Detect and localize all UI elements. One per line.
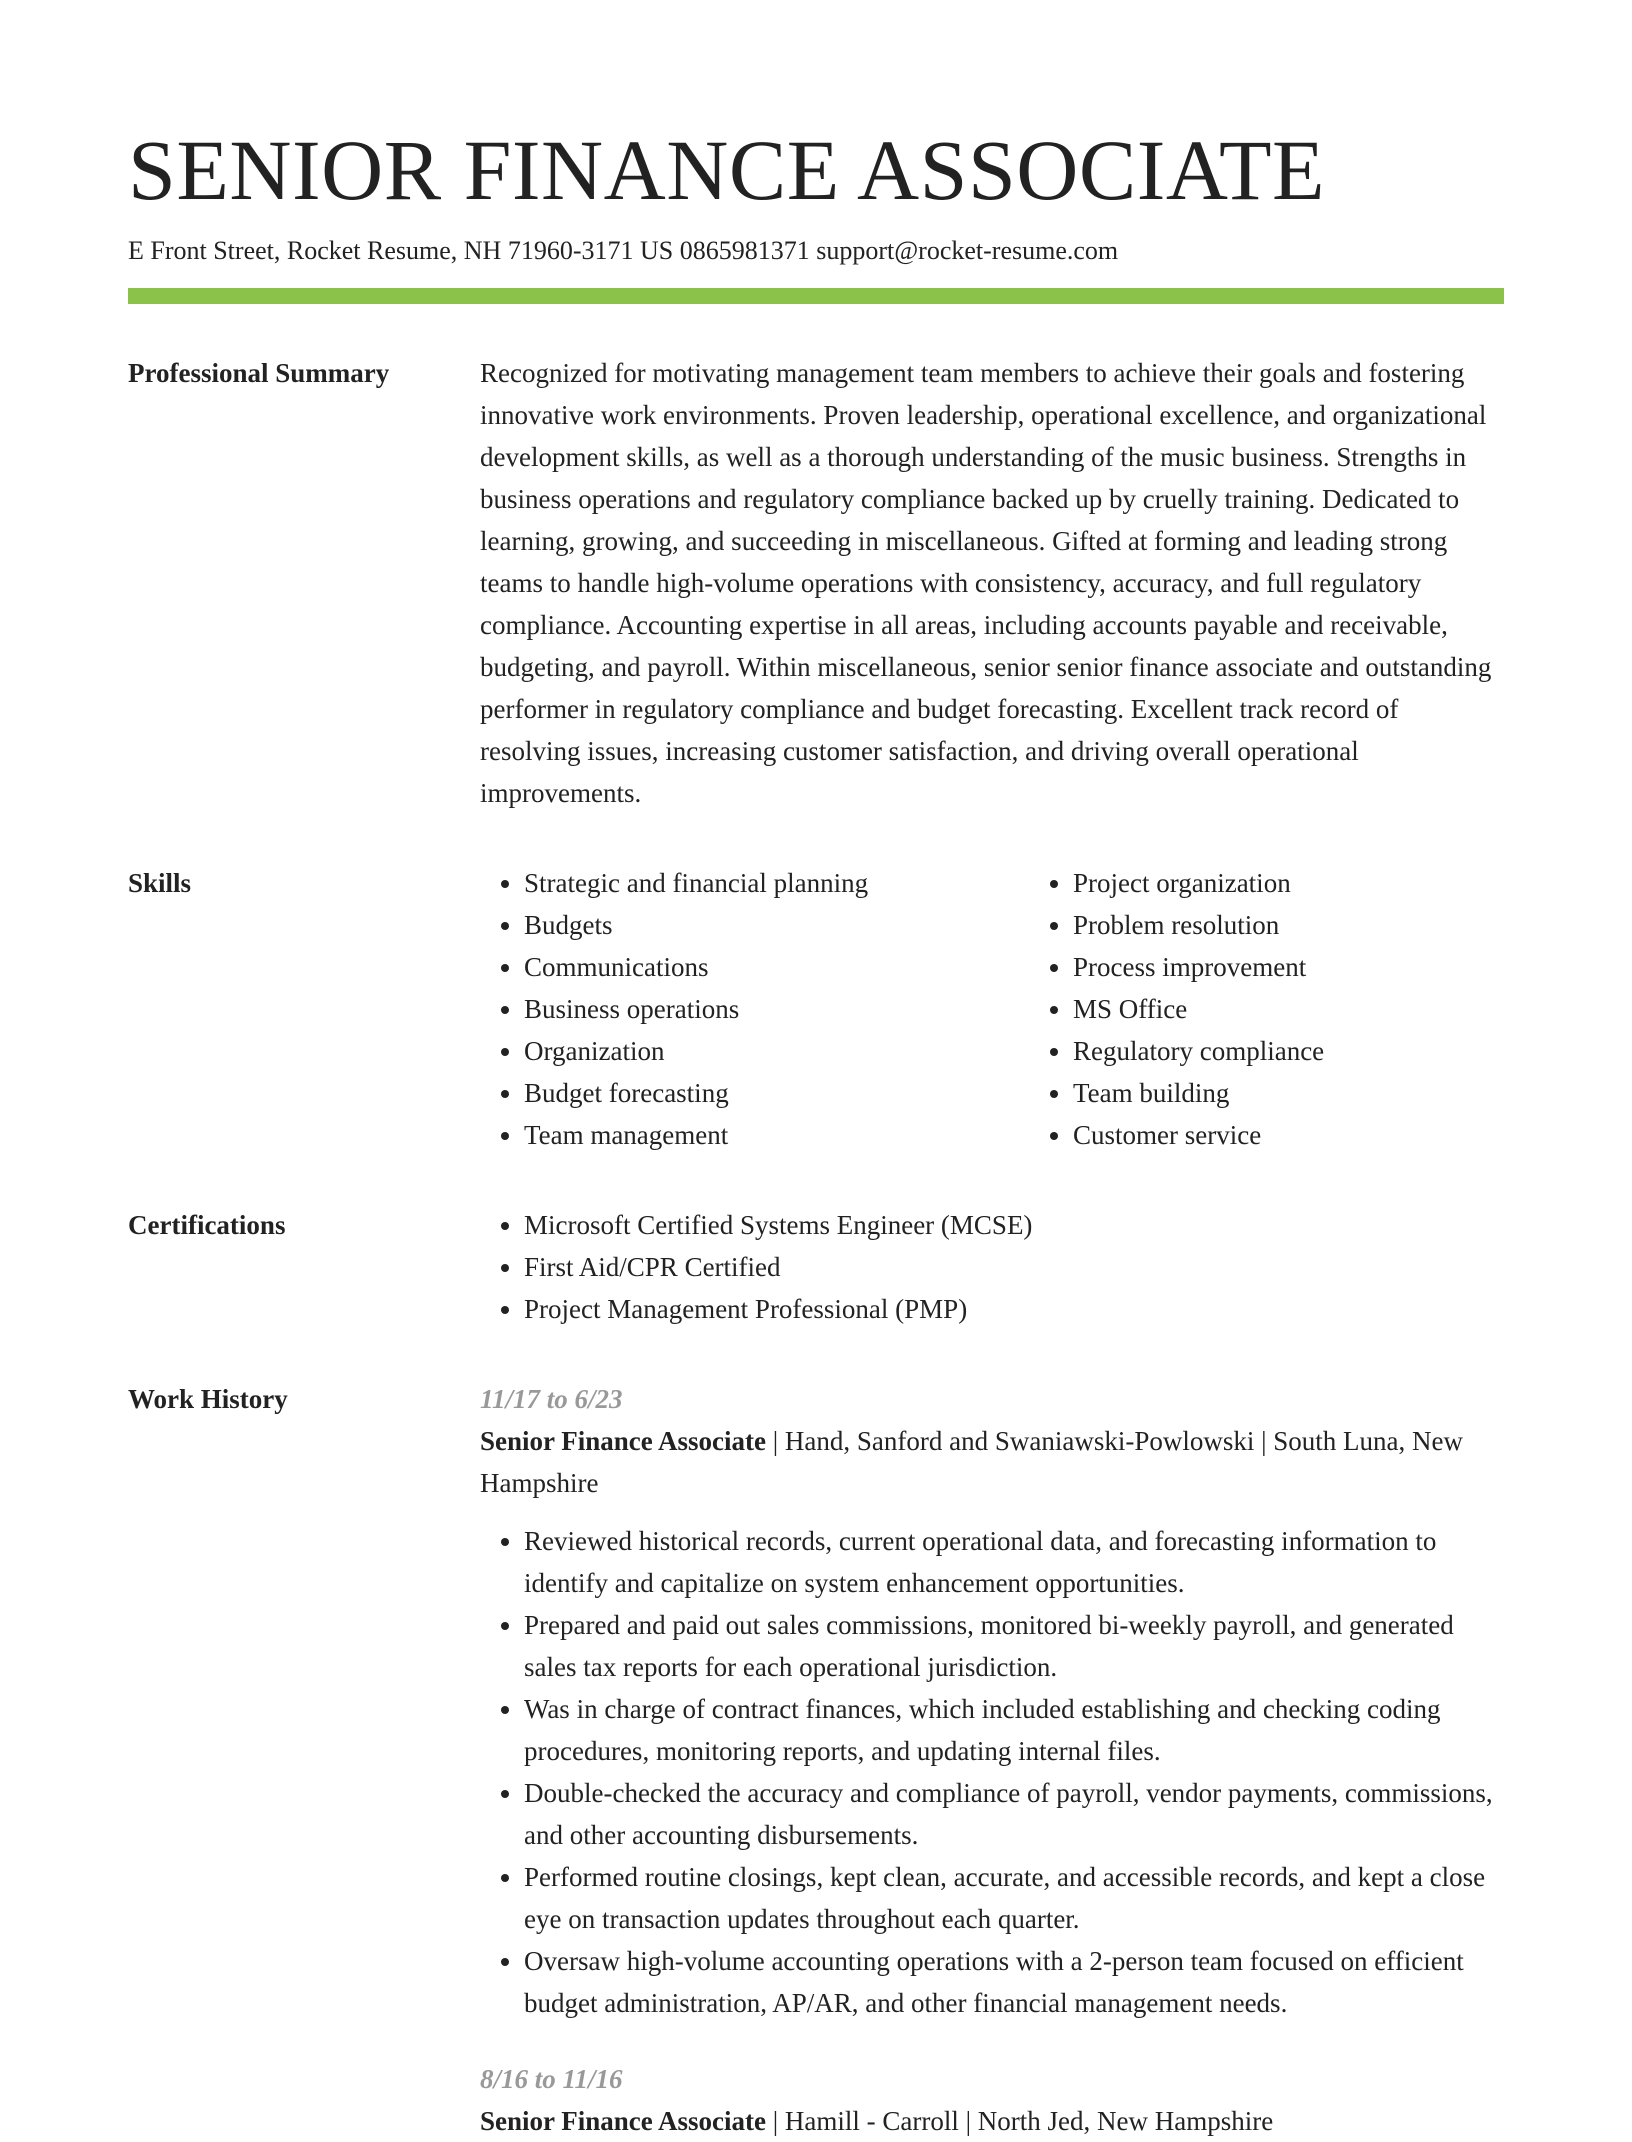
skill-item: • Organization	[524, 1030, 1029, 1072]
job-dates: 8/16 to 11/16	[480, 2064, 623, 2094]
skill-item: • Regulatory compliance	[1073, 1030, 1578, 1072]
skill-item: • Customer service	[1073, 1114, 1578, 1156]
section-label-summary: Professional Summary	[128, 358, 390, 388]
skills-section	[128, 862, 1504, 1156]
summary-section	[128, 352, 1504, 814]
skill-item: • Budget forecasting	[524, 1072, 1029, 1114]
skill-item: • Communications	[524, 946, 1029, 988]
accent-rule	[128, 288, 1504, 304]
skill-item: • Team building	[1073, 1072, 1578, 1114]
job-bullet: • Prepared and paid out sales commissions, monitored bi-weekly payroll, and generated sales tax reports for each operational jurisdiction.	[524, 1604, 1504, 1688]
certification-item: • First Aid/CPR Certified	[524, 1246, 1504, 1288]
job-bullet: • Double-checked the accuracy and compliance of payroll, vendor payments, commissions, and other accounting disbursements.	[524, 1772, 1504, 1856]
job-bullet: • Performed routine closings, kept clean, accurate, and accessible records, and kept a close eye on transaction updates throughout each quarter.	[524, 1856, 1504, 1940]
job-entry	[480, 2058, 1504, 2142]
job-bullet: • Oversaw high-volume accounting operations with a 2-person team focused on efficient budget administration, AP/AR, and other financial management needs.	[524, 1940, 1504, 2024]
skill-item: • Team management	[524, 1114, 1029, 1156]
certifications-list	[480, 1204, 1504, 1330]
job-entry	[480, 1378, 1504, 2024]
job-header	[480, 2100, 1504, 2142]
summary-text: Recognized for motivating management team members to achieve their goals and fostering innovative work environments. Proven leadership, operational excellence, and organizational development skills, as well as a thorough understanding of the music business. Strengths in business operations and regulatory compliance backed up by cruelly training. Dedicated to learning, growing, and succeeding in miscellaneous. Gifted at forming and leading strong teams to handle high-volume operations with consistency, accuracy, and full regulatory compliance. Accounting expertise in all areas, including accounts payable and receivable, budgeting, and payroll. Within miscellaneous, senior senior finance associate and outstanding performer in regulatory compliance and budget forecasting. Excellent track record of resolving issues, increasing customer satisfaction, and driving overall operational improvements.	[480, 358, 1492, 808]
skill-item: • Process improvement	[1073, 946, 1578, 988]
job-bullets	[480, 1520, 1504, 2024]
job-title: Senior Finance Associate	[480, 1426, 766, 1456]
skill-item: • Strategic and financial planning	[524, 862, 1029, 904]
job-bullet: • Reviewed historical records, current operational data, and forecasting information to identify and capitalize on system enhancement opportunities.	[524, 1520, 1504, 1604]
job-dates: 11/17 to 6/23	[480, 1384, 623, 1414]
skill-item: • Budgets	[524, 904, 1029, 946]
skill-item: • Business operations	[524, 988, 1029, 1030]
job-employer-location: | Hand, Sanford and Swaniawski-Powlowski | South Luna, New Hampshire	[480, 1426, 1463, 1498]
section-label-certifications: Certifications	[128, 1210, 286, 1240]
skills-list-right	[1029, 862, 1578, 1156]
resume-name: SENIOR FINANCE ASSOCIATE	[128, 122, 1326, 218]
job-bullet: • Was in charge of contract finances, which included establishing and checking coding procedures, monitoring reports, and updating internal files.	[524, 1688, 1504, 1772]
certification-item: • Microsoft Certified Systems Engineer (MCSE)	[524, 1204, 1504, 1246]
skill-item: • MS Office	[1073, 988, 1578, 1030]
skill-item: • Project organization	[1073, 862, 1578, 904]
skills-list-left	[480, 862, 1029, 1156]
certifications-section	[128, 1204, 1504, 1330]
section-label-skills: Skills	[128, 868, 192, 898]
contact-line: E Front Street, Rocket Resume, NH 71960-3171 US 0865981371 support@rocket-resume.com	[128, 236, 1119, 265]
work-history-section	[128, 1378, 1504, 2142]
job-title: Senior Finance Associate	[480, 2106, 766, 2136]
job-header	[480, 1420, 1504, 1504]
job-employer-location: | Hamill - Carroll | North Jed, New Hampshire	[766, 2106, 1274, 2136]
certification-item: • Project Management Professional (PMP)	[524, 1288, 1504, 1330]
skill-item: • Problem resolution	[1073, 904, 1578, 946]
section-label-work-history: Work History	[128, 1384, 288, 1414]
